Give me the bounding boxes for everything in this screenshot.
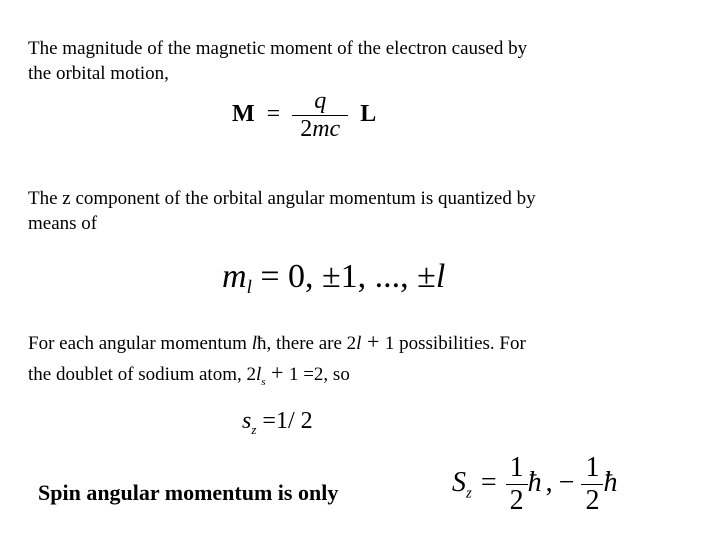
text-line: The z component of the orbital angular momentum is quantized by — [28, 188, 536, 209]
equation-magnetic-moment — [232, 88, 376, 143]
equation-Sz — [452, 452, 617, 517]
minus-sign: − — [558, 466, 575, 498]
plus-sign: + — [265, 360, 289, 385]
subscript-z: z — [466, 485, 472, 502]
symbol-S: S — [452, 466, 466, 498]
fraction-half: $\frac{1}{2}$ — [506, 452, 528, 517]
plus-sign: + — [361, 329, 385, 354]
hbar-symbol: ħ — [527, 466, 542, 498]
symbol-s: s — [242, 408, 252, 434]
equals-sign: = — [266, 101, 281, 128]
denominator-mc: mc — [312, 116, 341, 142]
paragraph-z-component — [28, 186, 536, 236]
equation-ml-values — [222, 258, 445, 299]
ml-values-text: = 0, ±1, ..., ± — [251, 258, 436, 295]
symbol-M: M — [232, 101, 255, 128]
equals-sign: = — [480, 466, 497, 498]
fraction-half: $\frac{1}{2}$ — [581, 452, 603, 517]
paragraph-magnetic-moment — [28, 36, 527, 86]
paragraph-doublet: For each angular momentum lħ, there are 2l + 1 possibilities. For the doublet of sodium atom, $2l_s + 1 =2$, so — [28, 329, 526, 388]
sz-value: =1/ 2 — [256, 408, 313, 434]
comma: , — [545, 466, 553, 498]
text-line: The magnitude of the magnetic moment of the electron caused by — [28, 38, 528, 59]
subscript-l: l — [246, 277, 252, 298]
equation-sz — [242, 408, 313, 438]
subscript-z: z — [251, 421, 257, 437]
text-line: means of — [28, 213, 98, 234]
text-line: the orbital motion, — [28, 63, 169, 84]
symbol-m: m — [222, 258, 247, 295]
hbar-symbol: ħ — [603, 466, 618, 498]
symbol-l: l — [435, 258, 446, 295]
spin-label: Spin angular momentum is only — [38, 480, 339, 505]
symbol-L: L — [360, 101, 377, 128]
denominator-coefficient: 2 — [300, 116, 313, 142]
numerator-q: q — [314, 88, 327, 114]
fraction-q-over-2mc — [292, 88, 348, 143]
